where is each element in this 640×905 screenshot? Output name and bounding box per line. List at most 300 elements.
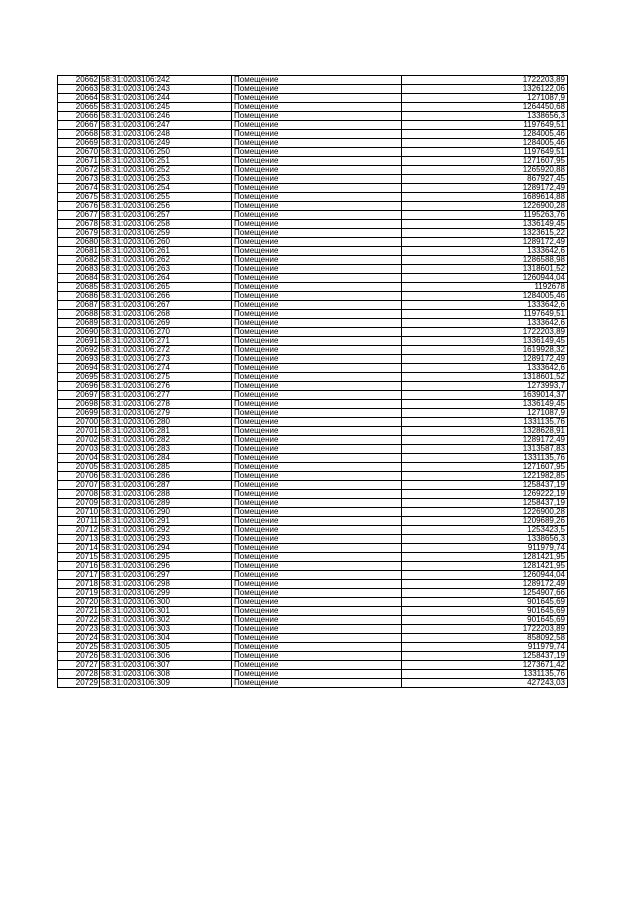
table-row [58, 454, 568, 463]
object-type-cell: Помещение [232, 229, 402, 238]
cadastral-number-cell: 58:31:0203106:289 [100, 499, 232, 508]
cadastral-value-cell: 1254907,66 [402, 589, 568, 598]
table-row [58, 364, 568, 373]
object-type-cell: Помещение [232, 661, 402, 670]
row-number-cell: 20714 [58, 544, 100, 553]
cadastral-number-cell: 58:31:0203106:300 [100, 598, 232, 607]
table-row [58, 634, 568, 643]
object-type-cell: Помещение [232, 535, 402, 544]
cadastral-number-cell: 58:31:0203106:293 [100, 535, 232, 544]
cadastral-value-cell: 1289172,49 [402, 436, 568, 445]
table-row [58, 418, 568, 427]
cadastral-value-cell: 1318601,52 [402, 265, 568, 274]
cadastral-number-cell: 58:31:0203106:279 [100, 409, 232, 418]
row-number-cell: 20722 [58, 616, 100, 625]
object-type-cell: Помещение [232, 490, 402, 499]
cadastral-number-cell: 58:31:0203106:272 [100, 346, 232, 355]
object-type-cell: Помещение [232, 85, 402, 94]
table-row [58, 481, 568, 490]
cadastral-number-cell: 58:31:0203106:290 [100, 508, 232, 517]
cadastral-number-cell: 58:31:0203106:260 [100, 238, 232, 247]
row-number-cell: 20715 [58, 553, 100, 562]
cadastral-value-cell: 911979,74 [402, 544, 568, 553]
row-number-cell: 20720 [58, 598, 100, 607]
cadastral-value-cell: 1253423,5 [402, 526, 568, 535]
table-row [58, 112, 568, 121]
table-row [58, 463, 568, 472]
object-type-cell: Помещение [232, 508, 402, 517]
cadastral-value-cell: 911979,74 [402, 643, 568, 652]
cadastral-number-cell: 58:31:0203106:252 [100, 166, 232, 175]
cadastral-value-cell: 1192678 [402, 283, 568, 292]
table-row [58, 148, 568, 157]
cadastral-value-cell: 1271607,95 [402, 463, 568, 472]
row-number-cell: 20704 [58, 454, 100, 463]
row-number-cell: 20693 [58, 355, 100, 364]
row-number-cell: 20663 [58, 85, 100, 94]
cadastral-number-cell: 58:31:0203106:285 [100, 463, 232, 472]
row-number-cell: 20694 [58, 364, 100, 373]
table-body [58, 76, 568, 688]
cadastral-value-cell: 1289172,49 [402, 184, 568, 193]
object-type-cell: Помещение [232, 220, 402, 229]
cadastral-value-cell: 858092,58 [402, 634, 568, 643]
cadastral-table [57, 75, 568, 688]
cadastral-number-cell: 58:31:0203106:244 [100, 94, 232, 103]
table-row [58, 562, 568, 571]
object-type-cell: Помещение [232, 544, 402, 553]
object-type-cell: Помещение [232, 481, 402, 490]
cadastral-value-cell: 1331135,76 [402, 418, 568, 427]
table-row [58, 670, 568, 679]
cadastral-number-cell: 58:31:0203106:266 [100, 292, 232, 301]
cadastral-number-cell: 58:31:0203106:271 [100, 337, 232, 346]
cadastral-value-cell: 867927,45 [402, 175, 568, 184]
object-type-cell: Помещение [232, 670, 402, 679]
object-type-cell: Помещение [232, 418, 402, 427]
table-row [58, 679, 568, 688]
object-type-cell: Помещение [232, 436, 402, 445]
cadastral-number-cell: 58:31:0203106:304 [100, 634, 232, 643]
table-row [58, 616, 568, 625]
object-type-cell: Помещение [232, 472, 402, 481]
cadastral-number-cell: 58:31:0203106:301 [100, 607, 232, 616]
cadastral-value-cell: 1639014,37 [402, 391, 568, 400]
table-row [58, 292, 568, 301]
table-row [58, 400, 568, 409]
object-type-cell: Помещение [232, 427, 402, 436]
cadastral-number-cell: 58:31:0203106:275 [100, 373, 232, 382]
cadastral-number-cell: 58:31:0203106:297 [100, 571, 232, 580]
row-number-cell: 20696 [58, 382, 100, 391]
cadastral-value-cell: 1195263,76 [402, 211, 568, 220]
table-row [58, 238, 568, 247]
object-type-cell: Помещение [232, 409, 402, 418]
cadastral-value-cell: 1289172,49 [402, 355, 568, 364]
cadastral-number-cell: 58:31:0203106:242 [100, 76, 232, 85]
cadastral-value-cell: 1258437,19 [402, 499, 568, 508]
object-type-cell: Помещение [232, 247, 402, 256]
object-type-cell: Помещение [232, 139, 402, 148]
row-number-cell: 20713 [58, 535, 100, 544]
row-number-cell: 20728 [58, 670, 100, 679]
cadastral-number-cell: 58:31:0203106:273 [100, 355, 232, 364]
cadastral-number-cell: 58:31:0203106:246 [100, 112, 232, 121]
object-type-cell: Помещение [232, 157, 402, 166]
cadastral-value-cell: 1333642,6 [402, 364, 568, 373]
table-row [58, 301, 568, 310]
row-number-cell: 20681 [58, 247, 100, 256]
row-number-cell: 20667 [58, 121, 100, 130]
object-type-cell: Помещение [232, 562, 402, 571]
row-number-cell: 20682 [58, 256, 100, 265]
cadastral-value-cell: 1336149,45 [402, 337, 568, 346]
cadastral-value-cell: 1331135,76 [402, 670, 568, 679]
cadastral-number-cell: 58:31:0203106:249 [100, 139, 232, 148]
table-row [58, 94, 568, 103]
object-type-cell: Помещение [232, 76, 402, 85]
cadastral-value-cell: 901645,69 [402, 616, 568, 625]
row-number-cell: 20716 [58, 562, 100, 571]
row-number-cell: 20689 [58, 319, 100, 328]
row-number-cell: 20692 [58, 346, 100, 355]
table-row [58, 310, 568, 319]
table-row [58, 175, 568, 184]
object-type-cell: Помещение [232, 454, 402, 463]
cadastral-number-cell: 58:31:0203106:243 [100, 85, 232, 94]
cadastral-value-cell: 1197649,51 [402, 148, 568, 157]
cadastral-number-cell: 58:31:0203106:265 [100, 283, 232, 292]
table-row [58, 508, 568, 517]
row-number-cell: 20685 [58, 283, 100, 292]
cadastral-number-cell: 58:31:0203106:247 [100, 121, 232, 130]
table-row [58, 355, 568, 364]
cadastral-number-cell: 58:31:0203106:245 [100, 103, 232, 112]
table-row [58, 553, 568, 562]
cadastral-value-cell: 1336149,45 [402, 220, 568, 229]
object-type-cell: Помещение [232, 274, 402, 283]
cadastral-number-cell: 58:31:0203106:282 [100, 436, 232, 445]
cadastral-number-cell: 58:31:0203106:274 [100, 364, 232, 373]
table-row [58, 76, 568, 85]
cadastral-value-cell: 1338656,3 [402, 535, 568, 544]
table-row [58, 652, 568, 661]
row-number-cell: 20677 [58, 211, 100, 220]
cadastral-value-cell: 1338656,3 [402, 112, 568, 121]
object-type-cell: Помещение [232, 652, 402, 661]
cadastral-number-cell: 58:31:0203106:278 [100, 400, 232, 409]
object-type-cell: Помещение [232, 643, 402, 652]
table-row [58, 274, 568, 283]
table-row [58, 544, 568, 553]
cadastral-number-cell: 58:31:0203106:254 [100, 184, 232, 193]
cadastral-value-cell: 1333642,6 [402, 247, 568, 256]
row-number-cell: 20718 [58, 580, 100, 589]
object-type-cell: Помещение [232, 292, 402, 301]
row-number-cell: 20717 [58, 571, 100, 580]
cadastral-value-cell: 901645,69 [402, 598, 568, 607]
table-row [58, 202, 568, 211]
row-number-cell: 20686 [58, 292, 100, 301]
row-number-cell: 20725 [58, 643, 100, 652]
row-number-cell: 20671 [58, 157, 100, 166]
row-number-cell: 20687 [58, 301, 100, 310]
cadastral-value-cell: 1209689,26 [402, 517, 568, 526]
cadastral-value-cell: 1286588,98 [402, 256, 568, 265]
row-number-cell: 20708 [58, 490, 100, 499]
table-row [58, 121, 568, 130]
table-row [58, 256, 568, 265]
cadastral-number-cell: 58:31:0203106:276 [100, 382, 232, 391]
row-number-cell: 20702 [58, 436, 100, 445]
table-row [58, 391, 568, 400]
cadastral-value-cell: 1722203,89 [402, 625, 568, 634]
row-number-cell: 20719 [58, 589, 100, 598]
table-row [58, 139, 568, 148]
object-type-cell: Помещение [232, 256, 402, 265]
cadastral-number-cell: 58:31:0203106:261 [100, 247, 232, 256]
table-row [58, 607, 568, 616]
table-row [58, 346, 568, 355]
cadastral-number-cell: 58:31:0203106:302 [100, 616, 232, 625]
cadastral-number-cell: 58:31:0203106:269 [100, 319, 232, 328]
table-row [58, 337, 568, 346]
cadastral-value-cell: 1258437,19 [402, 652, 568, 661]
row-number-cell: 20679 [58, 229, 100, 238]
cadastral-value-cell: 1271087,9 [402, 409, 568, 418]
cadastral-number-cell: 58:31:0203106:267 [100, 301, 232, 310]
object-type-cell: Помещение [232, 103, 402, 112]
cadastral-number-cell: 58:31:0203106:299 [100, 589, 232, 598]
object-type-cell: Помещение [232, 679, 402, 688]
cadastral-value-cell: 1331135,76 [402, 454, 568, 463]
cadastral-number-cell: 58:31:0203106:306 [100, 652, 232, 661]
cadastral-value-cell: 1197649,51 [402, 310, 568, 319]
row-number-cell: 20680 [58, 238, 100, 247]
table-row [58, 265, 568, 274]
row-number-cell: 20697 [58, 391, 100, 400]
object-type-cell: Помещение [232, 634, 402, 643]
cadastral-value-cell: 1318601,52 [402, 373, 568, 382]
cadastral-value-cell: 1326122,06 [402, 85, 568, 94]
object-type-cell: Помещение [232, 328, 402, 337]
row-number-cell: 20729 [58, 679, 100, 688]
cadastral-number-cell: 58:31:0203106:250 [100, 148, 232, 157]
table-row [58, 409, 568, 418]
cadastral-number-cell: 58:31:0203106:253 [100, 175, 232, 184]
cadastral-number-cell: 58:31:0203106:277 [100, 391, 232, 400]
object-type-cell: Помещение [232, 499, 402, 508]
row-number-cell: 20711 [58, 517, 100, 526]
row-number-cell: 20700 [58, 418, 100, 427]
object-type-cell: Помещение [232, 211, 402, 220]
row-number-cell: 20674 [58, 184, 100, 193]
cadastral-number-cell: 58:31:0203106:268 [100, 310, 232, 319]
cadastral-number-cell: 58:31:0203106:283 [100, 445, 232, 454]
object-type-cell: Помещение [232, 553, 402, 562]
cadastral-value-cell: 1289172,49 [402, 580, 568, 589]
object-type-cell: Помещение [232, 526, 402, 535]
object-type-cell: Помещение [232, 193, 402, 202]
cadastral-value-cell: 1265920,88 [402, 166, 568, 175]
table-row [58, 247, 568, 256]
row-number-cell: 20703 [58, 445, 100, 454]
cadastral-number-cell: 58:31:0203106:251 [100, 157, 232, 166]
cadastral-number-cell: 58:31:0203106:287 [100, 481, 232, 490]
row-number-cell: 20676 [58, 202, 100, 211]
cadastral-number-cell: 58:31:0203106:257 [100, 211, 232, 220]
cadastral-number-cell: 58:31:0203106:292 [100, 526, 232, 535]
cadastral-value-cell: 1264450,68 [402, 103, 568, 112]
object-type-cell: Помещение [232, 463, 402, 472]
object-type-cell: Помещение [232, 625, 402, 634]
cadastral-value-cell: 1333642,6 [402, 301, 568, 310]
table-row [58, 283, 568, 292]
cadastral-value-cell: 1226900,28 [402, 508, 568, 517]
table-row [58, 184, 568, 193]
cadastral-number-cell: 58:31:0203106:309 [100, 679, 232, 688]
row-number-cell: 20726 [58, 652, 100, 661]
cadastral-number-cell: 58:31:0203106:284 [100, 454, 232, 463]
object-type-cell: Помещение [232, 517, 402, 526]
object-type-cell: Помещение [232, 184, 402, 193]
cadastral-value-cell: 1281421,95 [402, 553, 568, 562]
row-number-cell: 20699 [58, 409, 100, 418]
table-row [58, 526, 568, 535]
cadastral-value-cell: 1260944,04 [402, 571, 568, 580]
object-type-cell: Помещение [232, 580, 402, 589]
cadastral-number-cell: 58:31:0203106:303 [100, 625, 232, 634]
object-type-cell: Помещение [232, 130, 402, 139]
cadastral-value-cell: 1258437,19 [402, 481, 568, 490]
cadastral-value-cell: 1336149,45 [402, 400, 568, 409]
object-type-cell: Помещение [232, 166, 402, 175]
cadastral-number-cell: 58:31:0203106:305 [100, 643, 232, 652]
cadastral-value-cell: 1722203,89 [402, 328, 568, 337]
row-number-cell: 20707 [58, 481, 100, 490]
object-type-cell: Помещение [232, 337, 402, 346]
cadastral-value-cell: 1333642,6 [402, 319, 568, 328]
row-number-cell: 20709 [58, 499, 100, 508]
object-type-cell: Помещение [232, 400, 402, 409]
table-row [58, 571, 568, 580]
row-number-cell: 20701 [58, 427, 100, 436]
cadastral-number-cell: 58:31:0203106:270 [100, 328, 232, 337]
row-number-cell: 20727 [58, 661, 100, 670]
cadastral-number-cell: 58:31:0203106:307 [100, 661, 232, 670]
row-number-cell: 20662 [58, 76, 100, 85]
row-number-cell: 20684 [58, 274, 100, 283]
table-row [58, 157, 568, 166]
cadastral-number-cell: 58:31:0203106:256 [100, 202, 232, 211]
cadastral-number-cell: 58:31:0203106:308 [100, 670, 232, 679]
table-row [58, 220, 568, 229]
row-number-cell: 20678 [58, 220, 100, 229]
cadastral-number-cell: 58:31:0203106:298 [100, 580, 232, 589]
table-row [58, 436, 568, 445]
cadastral-value-cell: 1271607,95 [402, 157, 568, 166]
row-number-cell: 20698 [58, 400, 100, 409]
row-number-cell: 20670 [58, 148, 100, 157]
row-number-cell: 20669 [58, 139, 100, 148]
object-type-cell: Помещение [232, 175, 402, 184]
row-number-cell: 20691 [58, 337, 100, 346]
object-type-cell: Помещение [232, 346, 402, 355]
cadastral-value-cell: 1226900,28 [402, 202, 568, 211]
cadastral-value-cell: 1281421,95 [402, 562, 568, 571]
row-number-cell: 20683 [58, 265, 100, 274]
cadastral-number-cell: 58:31:0203106:262 [100, 256, 232, 265]
table-row [58, 589, 568, 598]
row-number-cell: 20666 [58, 112, 100, 121]
row-number-cell: 20668 [58, 130, 100, 139]
object-type-cell: Помещение [232, 364, 402, 373]
table-row [58, 85, 568, 94]
cadastral-number-cell: 58:31:0203106:288 [100, 490, 232, 499]
cadastral-number-cell: 58:31:0203106:291 [100, 517, 232, 526]
table-row [58, 643, 568, 652]
table-row [58, 535, 568, 544]
table-row [58, 103, 568, 112]
cadastral-value-cell: 427243,03 [402, 679, 568, 688]
cadastral-number-cell: 58:31:0203106:294 [100, 544, 232, 553]
cadastral-value-cell: 1221982,85 [402, 472, 568, 481]
table-row [58, 472, 568, 481]
row-number-cell: 20690 [58, 328, 100, 337]
row-number-cell: 20673 [58, 175, 100, 184]
table-row [58, 166, 568, 175]
cadastral-value-cell: 901645,69 [402, 607, 568, 616]
object-type-cell: Помещение [232, 265, 402, 274]
row-number-cell: 20688 [58, 310, 100, 319]
table-row [58, 319, 568, 328]
cadastral-value-cell: 1323615,22 [402, 229, 568, 238]
table-row [58, 130, 568, 139]
cadastral-value-cell: 1289172,49 [402, 238, 568, 247]
cadastral-number-cell: 58:31:0203106:255 [100, 193, 232, 202]
table-row [58, 661, 568, 670]
table-row [58, 229, 568, 238]
table-row [58, 625, 568, 634]
row-number-cell: 20723 [58, 625, 100, 634]
cadastral-value-cell: 1284005,46 [402, 130, 568, 139]
cadastral-number-cell: 58:31:0203106:263 [100, 265, 232, 274]
cadastral-value-cell: 1273993,7 [402, 382, 568, 391]
object-type-cell: Помещение [232, 283, 402, 292]
object-type-cell: Помещение [232, 616, 402, 625]
object-type-cell: Помещение [232, 148, 402, 157]
table-row [58, 598, 568, 607]
cadastral-value-cell: 1271087,9 [402, 94, 568, 103]
object-type-cell: Помещение [232, 382, 402, 391]
cadastral-number-cell: 58:31:0203106:259 [100, 229, 232, 238]
table-row [58, 211, 568, 220]
cadastral-value-cell: 1722203,89 [402, 76, 568, 85]
table-row [58, 193, 568, 202]
row-number-cell: 20721 [58, 607, 100, 616]
row-number-cell: 20712 [58, 526, 100, 535]
row-number-cell: 20695 [58, 373, 100, 382]
row-number-cell: 20672 [58, 166, 100, 175]
cadastral-value-cell: 1197649,51 [402, 121, 568, 130]
cadastral-number-cell: 58:31:0203106:258 [100, 220, 232, 229]
table-row [58, 373, 568, 382]
table-row [58, 427, 568, 436]
row-number-cell: 20664 [58, 94, 100, 103]
table-row [58, 517, 568, 526]
cadastral-value-cell: 1260944,04 [402, 274, 568, 283]
cadastral-number-cell: 58:31:0203106:280 [100, 418, 232, 427]
